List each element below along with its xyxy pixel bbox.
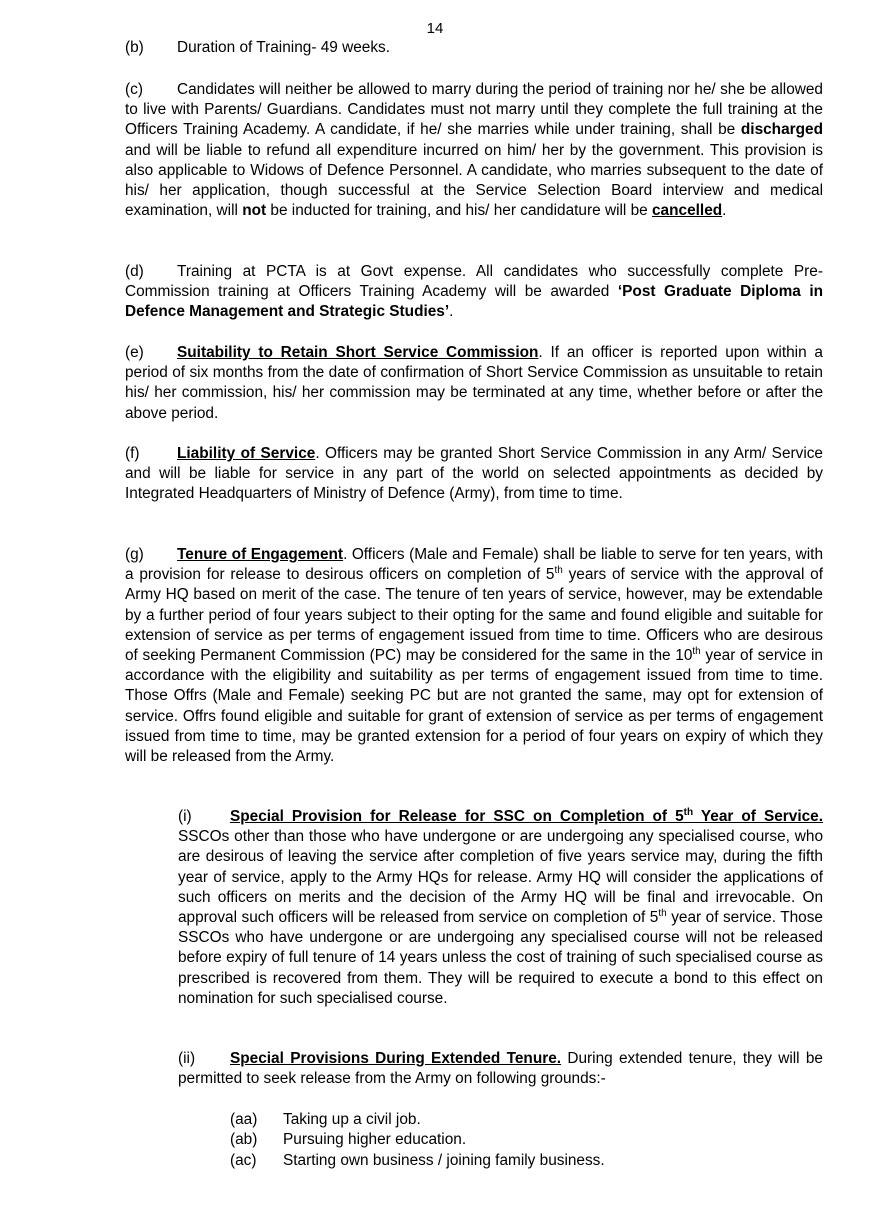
para-g-i-heading-part-1: Special Provision for Release for SSC on Completion of 5 [230, 808, 684, 825]
para-c [125, 80, 823, 221]
page-number: 14 [426, 20, 444, 37]
list-item-text: Starting own business / joining family business. [283, 1151, 605, 1169]
para-d-label: (d) [125, 263, 144, 280]
para-e [125, 343, 823, 424]
para-g-text-3: year of service in accordance with the eligibility and suitability as per terms of engagement issued from time to time. Those Offrs (Male and Female) seeking PC but are not granted the same, may opt for extension of service. Offrs found eligible and suitable for grant of extension of service as per terms of engagement issued from time to time, may be granted extension for a period of four years on expiry of which they will be released from the Army. [125, 647, 823, 766]
para-g-i-label: (i) [178, 808, 192, 825]
list-item [230, 1151, 605, 1171]
para-c-text-3: be inducted for training, and his/ her candidature will be [266, 202, 652, 220]
discharged-bold: discharged [740, 121, 823, 139]
para-g-label: (g) [125, 546, 144, 563]
release-grounds-list [230, 1110, 605, 1171]
cancelled-bold: cancelled [652, 202, 723, 220]
para-g-ii-text: During extended tenure, they will be permitted to seek release from the Army on following grounds:- [178, 1050, 823, 1088]
list-item [230, 1110, 605, 1130]
para-e-heading: Suitability to Retain Short Service Commission [177, 344, 539, 361]
para-b-text: Duration of Training- 49 weeks. [177, 39, 391, 56]
para-e-text: . If an officer is reported upon within a period of six months from the date of confirmation of Short Service Commission as unsuitable to retain his/ her commission, his/ her commission may be terminated at any time, whether before or after the above period. [125, 344, 823, 422]
not-bold: not [242, 202, 267, 220]
para-g-ii [178, 1049, 823, 1089]
para-g-i [178, 807, 823, 1009]
para-c-text-2: and will be liable to refund all expenditure incurred on him/ her by the government. This provision is also applicable to Widows of Defence Personnel. A candidate, who marries subsequent to the date of his/ her application, though successful at the Service Selection Board interview and medical examination, will [125, 141, 823, 220]
para-f [125, 444, 823, 505]
superscript: th [692, 645, 701, 657]
superscript: th [683, 806, 694, 818]
para-c-text: Candidates will neither be allowed to marry during the period of training nor he/ she be allowed to live with Parents/ Guardians. Candidates must not marry until they complete the full training at the Officers Training Academy. A candidate, if he/ she marries while under training, shall be [125, 81, 823, 139]
list-item [230, 1130, 605, 1150]
para-c-label: (c) [125, 81, 143, 98]
para-g-i-heading-part-2: Year of Service. [693, 808, 824, 825]
list-item-label: (ab) [230, 1131, 258, 1149]
para-d-text-2: . [449, 303, 454, 321]
para-g-i-heading [230, 808, 823, 825]
list-item-text: Pursuing higher education. [283, 1131, 467, 1149]
para-g-ii-heading: Special Provisions During Extended Tenure. [230, 1050, 562, 1067]
para-f-text: . Officers may be granted Short Service Commission in any Arm/ Service and will be liable for service in any part of the world on selected appointments as decided by Integrated Headquarters of Ministry of Defence (Army), from time to time. [125, 445, 823, 503]
para-d [125, 262, 823, 323]
para-b [125, 38, 823, 58]
diploma-name: ‘Post Graduate Diploma in Defence Management and Strategic Studies’ [125, 283, 823, 321]
para-g-text: . Officers (Male and Female) shall be liable to serve for ten years, with a provision for release to desirous officers on completion of 5 [125, 546, 824, 584]
para-g [125, 545, 823, 767]
list-item-label: (ac) [230, 1151, 257, 1169]
list-item-label: (aa) [230, 1111, 258, 1128]
para-b-label: (b) [125, 39, 144, 56]
para-f-heading: Liability of Service [177, 445, 316, 462]
list-item-text: Taking up a civil job. [283, 1111, 421, 1128]
para-f-label: (f) [125, 445, 140, 462]
para-g-i-text: SSCOs other than those who have undergone or are undergoing any specialised course, who are desirous of leaving the service after completion of five years service may, during the fifth year of service, apply to the Army HQs for release. Army HQ will consider the applications of such officers on merits and the decision of the Army HQ will be final and irrevocable. On approval such officers will be released from service on completion of 5 [178, 828, 823, 927]
para-g-text-2: years of service with the approval of Army HQ based on merit of the case. The tenure of ten years of service, however, may be extendable by a further period of four years subject to their opting for the same and found eligible and suitable for extension of service as per terms of engagement issued from time to time. Officers who are desirous of seeking Permanent Commission (PC) may be considered for the same in the 10 [125, 566, 823, 665]
para-g-ii-label: (ii) [178, 1050, 196, 1067]
para-c-text-4: . [722, 202, 727, 220]
superscript: th [658, 907, 667, 919]
para-d-text: Training at PCTA is at Govt expense. All candidates who successfully complete Pre-Commission training at Officers Training Academy will be awarded [125, 263, 823, 301]
para-e-label: (e) [125, 344, 144, 361]
superscript: th [554, 565, 563, 577]
para-g-heading: Tenure of Engagement [177, 546, 344, 563]
para-g-i-text-2: year of service. Those SSCOs who have undergone or are undergoing any specialised course will not be released before expiry of full tenure of 14 years unless the cost of training of such specialised course as prescribed is recovered from them. They will be required to execute a bond to this effect on nomination for such specialised course. [178, 909, 823, 1007]
